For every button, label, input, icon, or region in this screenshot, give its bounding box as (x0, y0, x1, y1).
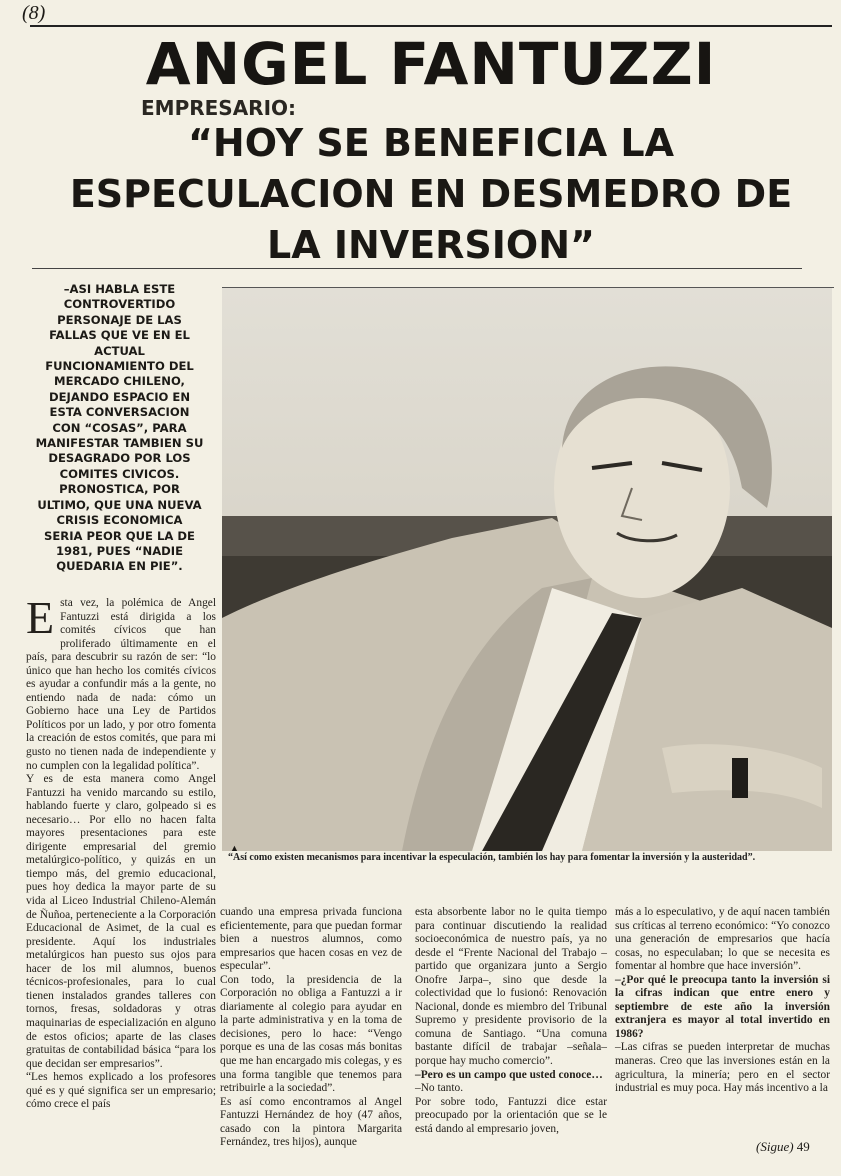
body-paragraph: Es así como encontramos al Angel Fantuzzi Hernández de hoy (47 años, casado con la pintora Margarita Fernández, tres hijos), aunque (220, 1095, 402, 1149)
lead-line: PERSONAJE DE LAS (57, 312, 182, 327)
body-column-3 (415, 906, 607, 1136)
lead-paragraph (22, 282, 217, 575)
lead-line: MERCADO CHILENO, (54, 374, 185, 389)
lead-line: ULTIMO, QUE UNA NUEVA (37, 497, 202, 512)
interview-question: –Pero es un campo que usted conoce… (415, 1068, 603, 1081)
page-number: 49 (796, 1139, 810, 1154)
lead-line: PRONOSTICA, POR (59, 482, 180, 497)
continued-footer (756, 1139, 810, 1155)
portrait-illustration (222, 288, 832, 851)
portrait-photo (222, 288, 832, 851)
headline-rule (32, 268, 802, 269)
interview-answer: –Las cifras se pueden interpretar de muchas maneras. Creo que las inversiones están en la agricultura, la minería; pero en el sector industrial es muy poca. Hay más incentivo a la (615, 1041, 830, 1095)
lead-line: CRISIS ECONOMICA (56, 513, 183, 528)
body-column-4 (615, 906, 830, 1096)
article-headline (30, 118, 832, 271)
lead-line: DEJANDO ESPACIO EN (48, 389, 191, 404)
lead-line: QUEDARIA EN PIE”. (56, 559, 183, 574)
body-column-1 (26, 592, 216, 1112)
drop-cap: E (26, 592, 55, 643)
interview-answer: –No tanto. (415, 1082, 464, 1095)
body-paragraph: más a lo especulativo, y de aquí nacen también sus críticas al terreno económico: “Yo conozco una generación de empresarios que hacía cosas, no especulaban; lo que se necesita es fomentar al hombre que hace inversión”. (615, 906, 830, 973)
body-paragraph (26, 592, 216, 773)
lead-line: FUNCIONAMIENTO DEL (45, 359, 194, 374)
photo-caption: “Así como existen mecanismos para incentivar la especulación, también los hay para fomentar la inversión y la austeridad”. (228, 852, 756, 863)
body-paragraph: Con todo, la presidencia de la Corporación no obliga a Fantuzzi a ir diariamente al colegio para ayudar en la parte administrativa y en la toma de decisiones, pero lo hace: “Vengo porque es una de las cosas más bonitas que me han encargado mis colegas, y es una forma tangible que tenemos para retribuirle a la sociedad”. (220, 973, 402, 1095)
lead-line: DESAGRADO POR LOS (48, 451, 191, 466)
body-paragraph: “Les hemos explicado a los profesores qué es y qué significa ser un empresario; cómo crece el país (26, 1071, 216, 1111)
body-text: sta vez, la polémica de Angel Fantuzzi está dirigida a los comités cívicos que han proliferado últimamente en el país, para descubrir su razón de ser: “lo único que han hecho los comités cívicos es ayudar a confundir más a la gente, no entiendo nada de nada: cómo un Gobierno hace una Ley de Partidos Políticos por un lado, y por otro fomenta la creación de estos comités, que para mi gusto no tienen nada de independiente y no cumplen con la legalidad política”. (26, 597, 216, 772)
interview-question: –¿Por qué le preocupa tanto la inversión si la cifras indican que entre enero y septiembre de este año la inversión extranjera es mayor al total invertido en 1986? (615, 973, 830, 1040)
headline-line: “HOY SE BENEFICIA LA (187, 121, 675, 165)
lead-line: ACTUAL (94, 343, 145, 358)
body-paragraph: cuando una empresa privada funciona eficientemente, para que puedan formar bien a nuestros alumnos, como empresarios que hacen cosas en vez de especular”. (220, 906, 402, 973)
body-paragraph: Por sobre todo, Fantuzzi dice estar preocupado por la orientación que se le está dando al empresario joven, (415, 1095, 607, 1135)
headline-line: LA INVERSION” (266, 223, 595, 267)
lead-line: –ASI HABLA ESTE (63, 282, 176, 296)
lead-line: ESTA CONVERSACION (49, 405, 190, 420)
caption-arrow-icon: ▲ (230, 843, 239, 853)
lead-line: COMITES CIVICOS. (59, 466, 180, 481)
body-paragraph: Y es de esta manera como Angel Fantuzzi ha venido marcando su estilo, hablando fuerte y claro, golpeado si es necesario… Por ello no hacen falta mayores presentaciones para este dirigente empresarial del gremio metalúrgico-político, y quizás en un tiempo más, del gremio educacional, pues hoy dedica la mayor parte de su vida al Liceo Industrial Chileno-Alemán de Ñuñoa, perteneciente a la Corporación Educacional de Asimet, de la cual es presidente. Aquí los industriales metalúrgicos han puesto sus ojos para hacer de los mil alumnos, buenos técnicos-profesionales, para lo cual tienen instalados grandes talleres con tornos, fresas, soldadoras y otras maquinarias de especialización en alguno de estos oficios; aparte de las clases gratuitas de contabilidad básica “para los que decidan ser empresarios”. (26, 773, 216, 1070)
lead-line: 1981, PUES “NADIE (55, 543, 184, 558)
top-rule (30, 25, 832, 27)
lead-line: CONTROVERTIDO (63, 297, 176, 312)
lead-line: MANIFESTAR TAMBIEN SU (35, 436, 204, 451)
continued-label: (Sigue) (756, 1139, 794, 1154)
page-marker: (8) (22, 2, 46, 24)
headline-line: ESPECULACION EN DESMEDRO DE (69, 172, 793, 216)
lead-line: SERIA PEOR QUE LA DE (44, 528, 195, 543)
lead-line: CON “COSAS”, PARA (52, 420, 187, 435)
lead-line: FALLAS QUE VE EN EL (49, 328, 190, 343)
article-title: ANGEL FANTUZZI (145, 30, 717, 98)
body-paragraph: esta absorbente labor no le quita tiempo para continuar discutiendo la realidad socioeconómica de nuestro país, ya no desde el “Frente Nacional del Trabajo –partido que organizara junto a Sergio Onofre Jarpa–, sino que desde la colectividad que lo fusionó: Renovación Nacional, donde es miembro del Tribunal Supremo y presidente provisorio de la comuna de Santiago. “Una comuna bastante difícil de trabajar –señala– porque hay mucho comercio”. (415, 906, 607, 1068)
body-column-2 (220, 906, 402, 1150)
article-kicker: EMPRESARIO: (141, 96, 297, 120)
